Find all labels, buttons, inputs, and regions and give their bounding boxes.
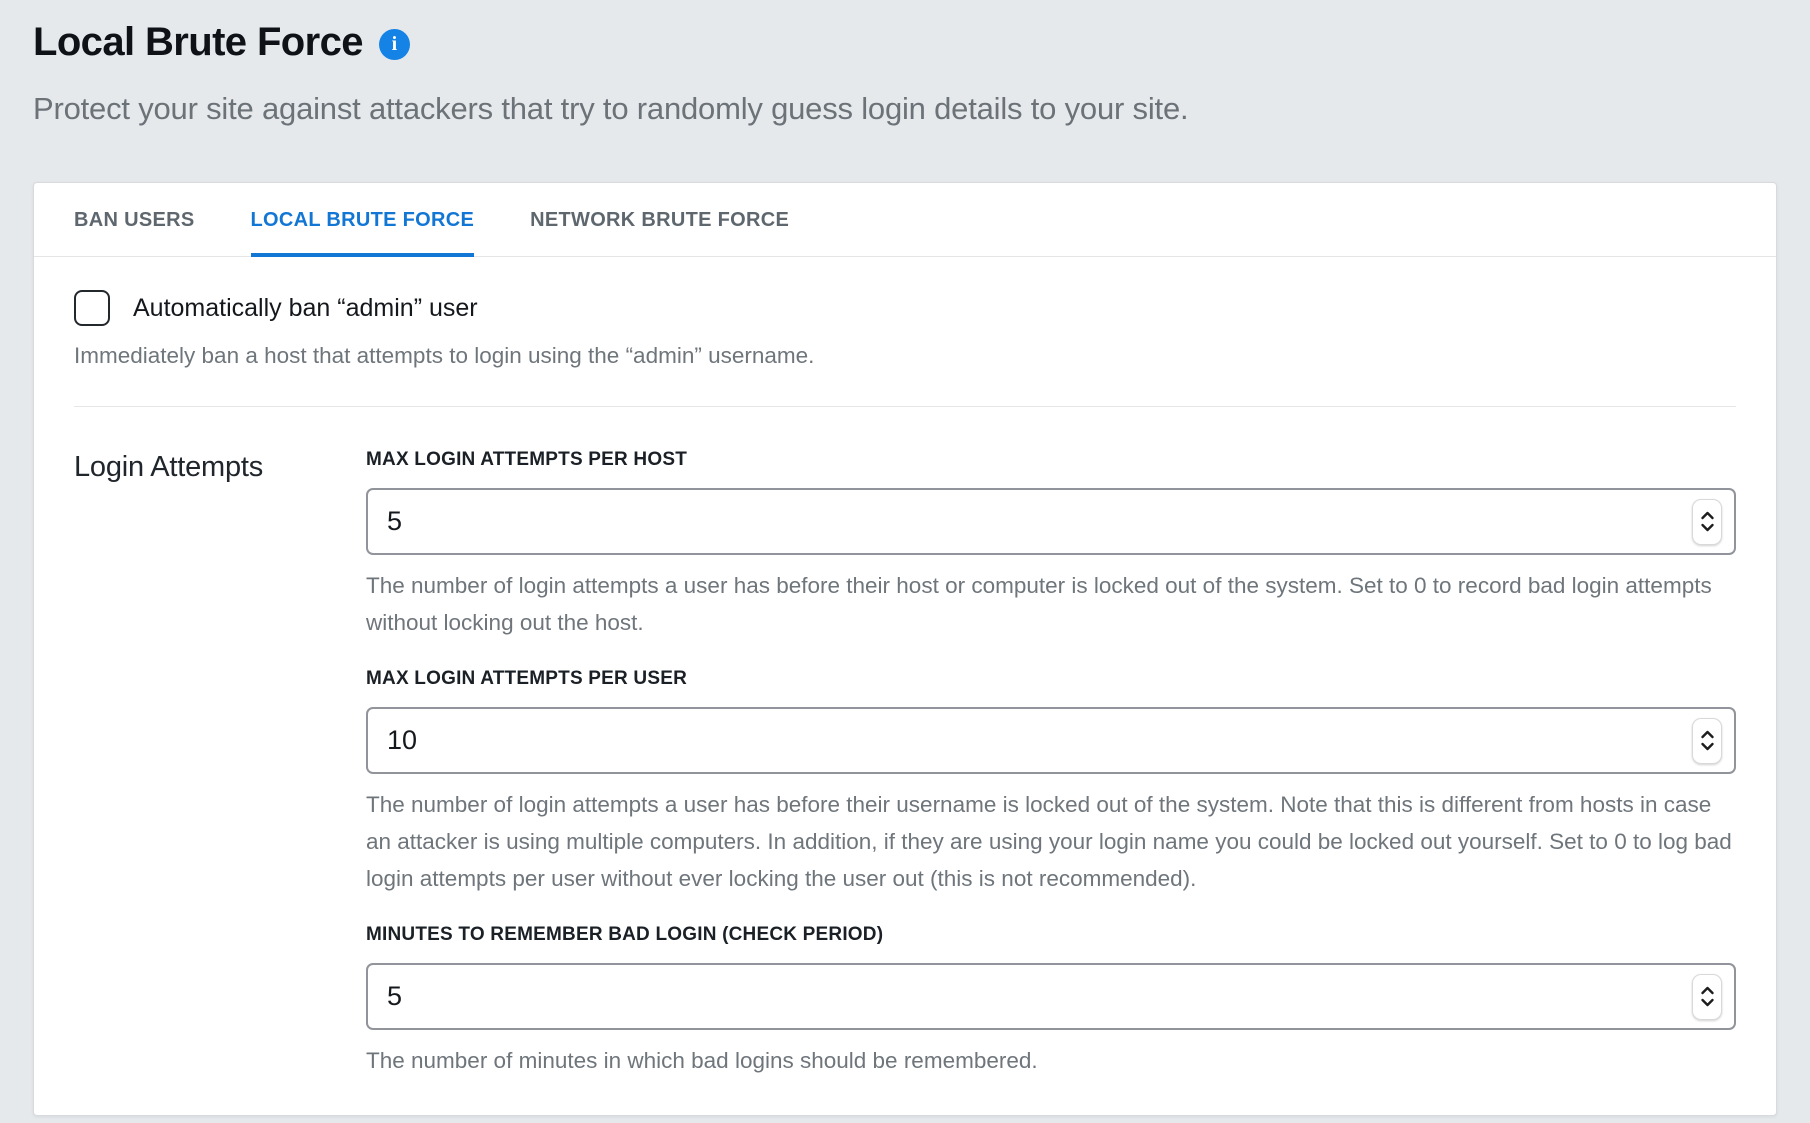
page-subtitle: Protect your site against attackers that try to randomly guess login details to your site.	[33, 91, 1189, 126]
tab-panel-local-brute-force	[34, 257, 1776, 1115]
max-attempts-per-user-help: The number of login attempts a user has before their username is locked out of the system. Note that this is different from hosts in case an attacker is using multiple computers. In addition, if they are using your login name you could be locked out yourself. Set to 0 to log bad login attempts per user without ever locking the user out (this is not recommended).	[366, 792, 1732, 891]
max-attempts-per-host-input-wrap	[366, 488, 1736, 555]
settings-card	[33, 182, 1777, 1116]
max-attempts-per-user-input-wrap	[366, 707, 1736, 774]
ban-admin-label[interactable]: Automatically ban “admin” user	[133, 293, 478, 322]
tab-network-brute-force[interactable]: NETWORK BRUTE FORCE	[530, 209, 790, 231]
chevron-down-icon	[1700, 998, 1715, 1007]
chevron-up-icon	[1700, 986, 1715, 995]
field-max-attempts-per-host	[366, 449, 1736, 641]
tab-local-brute-force[interactable]: LOCAL BRUTE FORCE	[251, 183, 475, 257]
tab-ban-users[interactable]: BAN USERS	[74, 209, 195, 231]
login-attempts-fields	[366, 449, 1736, 1079]
max-attempts-per-host-input[interactable]	[366, 488, 1736, 555]
login-attempts-section	[74, 407, 1736, 1079]
ban-admin-row	[74, 290, 1736, 326]
max-attempts-per-host-label: MAX LOGIN ATTEMPTS PER HOST	[366, 449, 688, 470]
minutes-to-remember-label: MINUTES TO REMEMBER BAD LOGIN (CHECK PERIOD)	[366, 924, 884, 945]
ban-admin-help: Immediately ban a host that attempts to login using the “admin” username.	[74, 343, 815, 368]
chevron-down-icon	[1700, 523, 1715, 532]
login-attempts-section-title: Login Attempts	[74, 451, 264, 483]
chevron-up-icon	[1700, 730, 1715, 739]
ban-admin-checkbox[interactable]	[74, 290, 110, 326]
minutes-to-remember-help: The number of minutes in which bad logins should be remembered.	[366, 1048, 1038, 1073]
info-icon[interactable]: i	[379, 29, 410, 60]
page-header	[33, 20, 1777, 64]
number-stepper[interactable]	[1692, 718, 1722, 764]
minutes-to-remember-input-wrap	[366, 963, 1736, 1030]
field-max-attempts-per-user	[366, 668, 1736, 897]
chevron-down-icon	[1700, 742, 1715, 751]
field-minutes-to-remember	[366, 924, 1736, 1079]
max-attempts-per-user-label: MAX LOGIN ATTEMPTS PER USER	[366, 668, 688, 689]
number-stepper[interactable]	[1692, 974, 1722, 1020]
max-attempts-per-host-help: The number of login attempts a user has before their host or computer is locked out of the system. Set to 0 to record bad login attempts without locking out the host.	[366, 573, 1712, 635]
max-attempts-per-user-input[interactable]	[366, 707, 1736, 774]
chevron-up-icon	[1700, 511, 1715, 520]
page-title: Local Brute Force	[33, 20, 363, 64]
number-stepper[interactable]	[1692, 499, 1722, 545]
minutes-to-remember-input[interactable]	[366, 963, 1736, 1030]
tab-bar	[34, 183, 1776, 257]
